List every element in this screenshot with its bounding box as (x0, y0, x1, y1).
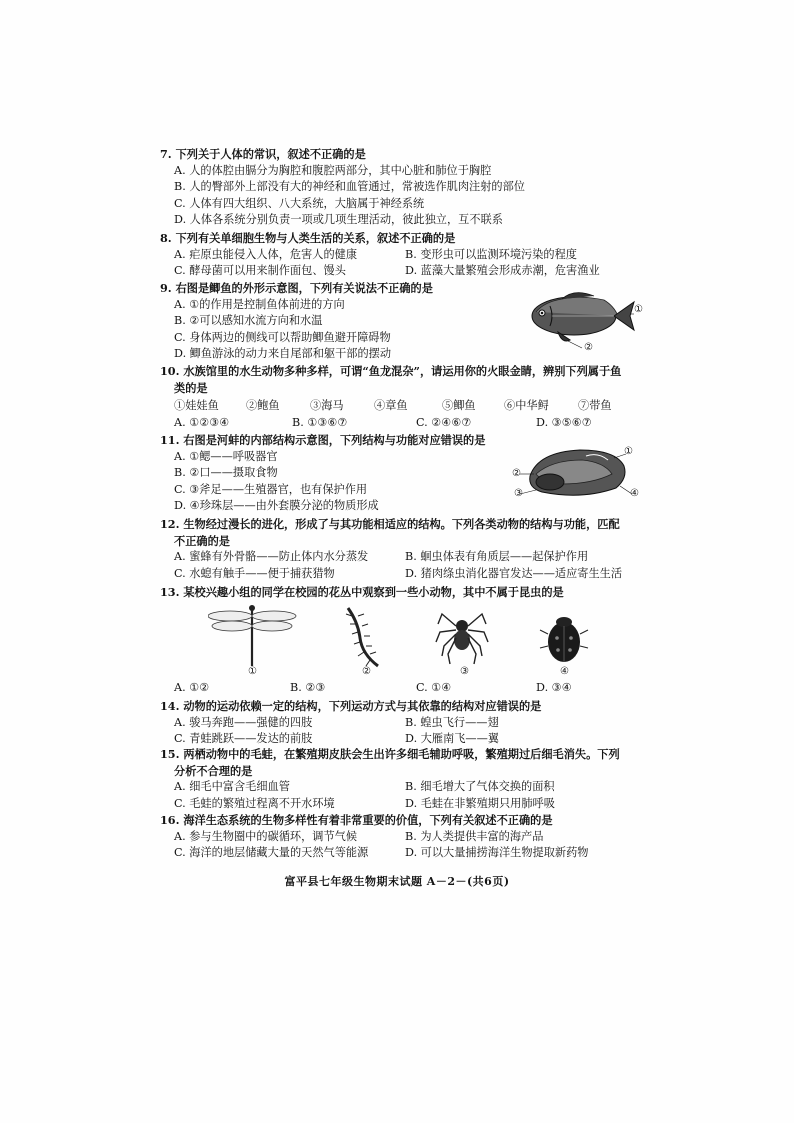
option-d: D. 鲫鱼游泳的动力来自尾部和躯干部的摆动 (174, 347, 392, 360)
option-b: B. 细毛增大了气体交换的面积 (405, 780, 555, 793)
option-d: D. 大雁南飞——翼 (405, 732, 499, 745)
question-12 (160, 516, 640, 582)
option-b: B. ②口——摄取食物 (174, 466, 278, 479)
animal-label-1: ① (248, 666, 257, 677)
option-c: C. ②④⑥⑦ (416, 415, 472, 429)
question-stem: 11. 右图是河蚌的内部结构示意图，下列结构与功能对应错误的是 (160, 433, 486, 447)
question-8 (160, 230, 640, 280)
question-10 (160, 363, 640, 431)
option-row (160, 247, 640, 264)
option-c: C. ①④ (416, 681, 452, 694)
question-15 (160, 746, 640, 812)
option-a: A. ①鳃——呼吸器官 (174, 449, 278, 463)
fish-icon (522, 286, 642, 356)
option-d: D. 猪肉绦虫消化器官发达——适应寄生生活 (405, 566, 623, 580)
option-a: A. 骏马奔跑——强健的四肢 (174, 715, 313, 729)
question-stem: 7. 下列关于人体的常识，叙述不正确的是 (160, 147, 366, 161)
option-d: D. ④珍珠层——由外套膜分泌的物质形成 (174, 499, 379, 512)
mussel-label-2: ② (512, 468, 521, 479)
mussel-label-4: ④ (630, 488, 639, 499)
option-d: D. 蓝藻大量繁殖会形成赤潮，危害渔业 (405, 264, 600, 277)
option-b: B. ①③⑥⑦ (292, 415, 348, 429)
option-c: C. 水螅有触手——便于捕获猎物 (174, 566, 335, 580)
option-b: B. ②可以感知水流方向和水温 (174, 314, 323, 327)
option-row (160, 796, 640, 813)
option-c: C. 酵母菌可以用来制作面包、馒头 (174, 264, 346, 277)
fish-label-1: ① (634, 304, 643, 315)
option-c: C. 海洋的地层储藏大量的天然气等能源 (174, 846, 369, 859)
question-stem-cont: 类的是 (174, 380, 208, 395)
option-row (160, 715, 640, 732)
question-14 (160, 698, 640, 748)
item-7: ⑦带鱼 (578, 399, 612, 412)
animals-drawing (208, 602, 608, 682)
option-a: A. ①② (174, 681, 210, 694)
option-d: D. 毛蛙在非繁殖期只用肺呼吸 (405, 796, 555, 810)
animal-label-4: ④ (560, 666, 569, 677)
option-c: C. ③斧足——生殖器官，也有保护作用 (174, 482, 368, 496)
dragonfly-icon (208, 605, 296, 666)
crucian-carp-figure (522, 286, 642, 356)
question-7 (160, 146, 640, 229)
spider-icon (436, 614, 488, 664)
option-a: A. 疟原虫能侵入人体，危害人的健康 (174, 247, 358, 261)
question-stem: 10. 水族馆里的水生动物多种多样，可谓“鱼龙混杂”，请运用你的火眼金睛，辨别下列属于鱼 (160, 364, 622, 378)
question-16 (160, 812, 640, 862)
item-5: ⑤鲫鱼 (442, 399, 476, 412)
option-a: A. ①②③④ (174, 415, 230, 429)
question-stem: 14. 动物的运动依赖一定的结构，下列运动方式与其依靠的结构对应错误的是 (160, 699, 542, 713)
option-row (160, 263, 640, 280)
option-row (160, 829, 640, 846)
question-13 (160, 584, 640, 601)
option-b: B. 蝗虫飞行——翅 (405, 715, 499, 729)
option-row (160, 549, 640, 566)
centipede-icon (346, 608, 378, 666)
question-stem: 12. 生物经过漫长的进化，形成了与其功能相适应的结构。下列各类动物的结构与功能，匹配 (160, 517, 620, 531)
question-stem: 8. 下列有关单细胞生物与人类生活的关系，叙述不正确的是 (160, 231, 456, 245)
question-stem: 15. 两栖动物中的毛蛙，在繁殖期皮肤会生出许多细毛辅助呼吸，繁殖期过后细毛消失。下列 (160, 747, 620, 761)
item-6: ⑥中华鲟 (504, 399, 549, 412)
animal-label-2: ② (362, 666, 371, 677)
option-b: B. 人的臀部外上部没有大的神经和血管通过，常被选作肌肉注射的部位 (174, 180, 525, 193)
question-13-options (160, 680, 640, 697)
item-1: ①娃娃鱼 (174, 399, 219, 412)
option-row (160, 779, 640, 796)
page-footer: 富平县七年级生物期末试题 A－2－(共6页) (284, 875, 510, 888)
question-stem-cont: 分析不合理的是 (174, 763, 253, 778)
option-a: A. 参与生物圈中的碳循环，调节气候 (174, 829, 358, 843)
option-d: D. ③⑤⑥⑦ (536, 415, 592, 429)
mussel-figure (512, 444, 644, 504)
option-c: C. 身体两边的侧线可以帮助鲫鱼避开障碍物 (174, 330, 391, 344)
item-list (160, 398, 640, 415)
option-c: C. 人体有四大组织、八大系统，大脑属于神经系统 (174, 196, 425, 210)
option-row (160, 415, 640, 432)
fish-label-2: ② (584, 342, 593, 353)
option-b: B. 蛔虫体表有角质层——起保护作用 (405, 550, 589, 563)
option-b: B. 变形虫可以监测环境污染的程度 (405, 247, 577, 261)
option-a: A. 细毛中富含毛细血管 (174, 780, 290, 793)
ladybug-icon (540, 617, 588, 662)
option-b: B. 为人类提供丰富的海产品 (405, 829, 544, 843)
option-c: C. 青蛙跳跃——发达的前肢 (174, 732, 313, 745)
option-a: A. ①的作用是控制鱼体前进的方向 (174, 297, 345, 311)
option-a: A. 蜜蜂有外骨骼——防止体内水分蒸发 (174, 550, 369, 563)
mussel-label-3: ③ (514, 488, 523, 499)
option-d: D. 可以大量捕捞海洋生物提取新药物 (405, 846, 589, 859)
option-row (160, 845, 640, 862)
mussel-label-1: ① (624, 446, 633, 457)
small-animals-figure (208, 602, 608, 682)
item-3: ③海马 (310, 399, 344, 412)
question-stem: 9. 右图是鲫鱼的外形示意图，下列有关说法不正确的是 (160, 281, 433, 295)
animal-label-3: ③ (460, 666, 469, 677)
option-d: D. 人体各系统分别负责一项或几项生理活动，彼此独立，互不联系 (174, 213, 503, 226)
item-2: ②鲍鱼 (246, 399, 280, 412)
question-stem: 13. 某校兴趣小组的同学在校园的花丛中观察到一些小动物，其中不属于昆虫的是 (160, 585, 564, 599)
option-a: A. 人的体腔由膈分为胸腔和腹腔两部分，其中心脏和肺位于胸腔 (174, 163, 492, 177)
option-d: D. ③④ (536, 681, 572, 694)
question-stem: 16. 海洋生态系统的生物多样性有着非常重要的价值，下列有关叙述不正确的是 (160, 813, 553, 827)
item-4: ④章鱼 (374, 399, 408, 412)
option-b: B. ②③ (290, 681, 326, 694)
option-row (160, 680, 640, 697)
option-row (160, 566, 640, 583)
question-stem-cont: 不正确的是 (174, 533, 230, 548)
option-c: C. 毛蛙的繁殖过程离不开水环境 (174, 796, 335, 810)
